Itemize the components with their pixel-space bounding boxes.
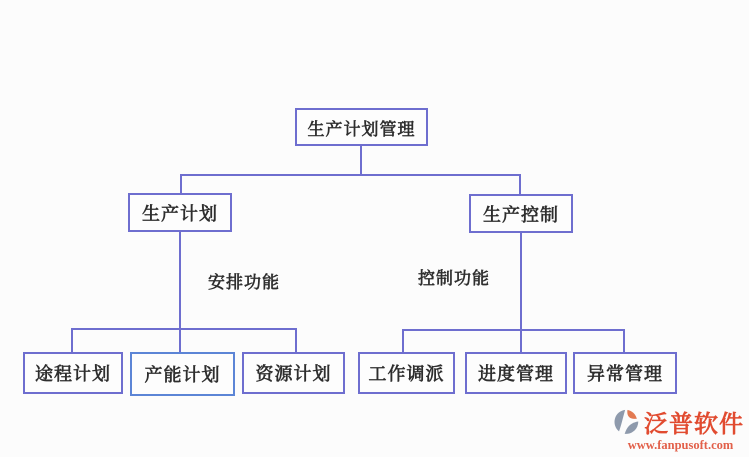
watermark: [612, 404, 749, 453]
node-work-dispatch: 工作调派: [358, 352, 455, 394]
connector-root-riser: [360, 146, 362, 175]
edge-label-arrange-function: 安排功能: [208, 273, 280, 292]
connector-right-horizontal: [402, 329, 625, 331]
watermark-brand-text: 泛普软件: [644, 412, 744, 438]
connector-level1-horizontal: [181, 174, 521, 176]
node-exception-management: 异常管理: [573, 352, 677, 394]
connector-stem-right: [520, 233, 522, 352]
node-progress-management: 进度管理: [465, 352, 567, 394]
connector-drop-work-dispatch: [402, 329, 404, 352]
node-production-control: 生产控制: [469, 194, 573, 233]
node-production-plan: 生产计划: [128, 193, 232, 232]
connector-drop-resource-plan: [295, 328, 297, 352]
node-route-plan: 途程计划: [23, 352, 123, 394]
edge-label-control-function: 控制功能: [418, 269, 490, 288]
node-capacity-plan: 产能计划: [130, 352, 235, 396]
connector-stem-left: [179, 232, 181, 352]
connector-left-horizontal: [71, 328, 297, 330]
node-resource-plan: 资源计划: [242, 352, 345, 394]
watermark-url-text: www.fanpusoft.com: [627, 438, 734, 452]
connector-drop-route-plan: [71, 328, 73, 352]
node-production-planning-management: 生产计划管理: [295, 108, 428, 146]
connector-drop-production-control: [519, 174, 521, 195]
fanpu-logo-icon: [612, 407, 642, 437]
connector-drop-production-plan: [180, 174, 182, 194]
connector-drop-exception-management: [623, 329, 625, 352]
